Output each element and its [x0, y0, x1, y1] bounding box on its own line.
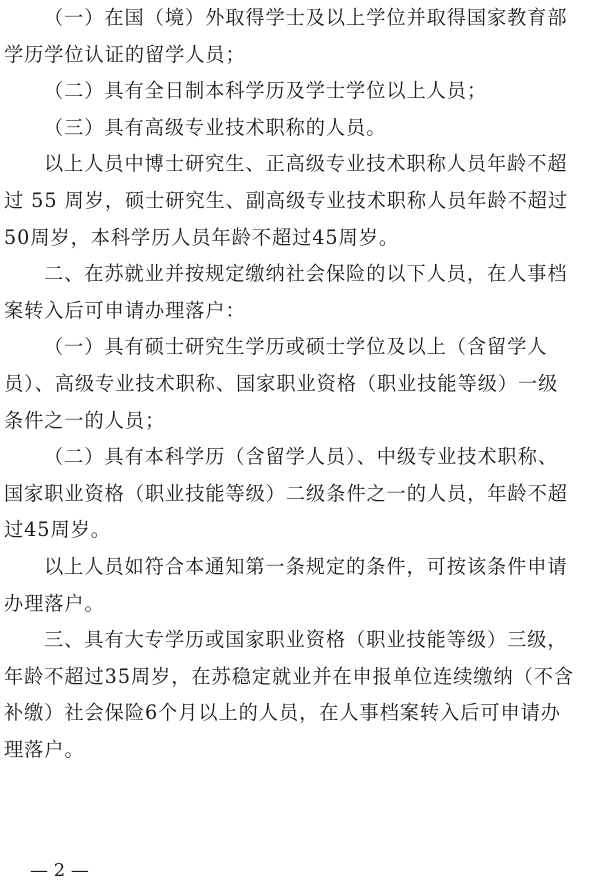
- body-line: 以上人员中博士研究生、正高级专业技术职称人员年龄不超: [44, 152, 568, 176]
- body-line: 案转入后可申请办理落户：: [4, 298, 246, 322]
- body-line: 员）、高级专业技术职称、国家职业资格（职业技能等级）一级: [4, 371, 559, 395]
- body-line: 三、具有大专学历或国家职业资格（职业技能等级）三级，: [44, 628, 568, 652]
- body-line: （二）具有全日制本科学历及学士学位以上人员；: [44, 79, 488, 103]
- body-line: 补缴）社会保险6个月以上的人员，在人事档案转入后可申请办: [4, 701, 561, 725]
- body-line: 国家职业资格（职业技能等级）二级条件之一的人员，年龄不超: [4, 481, 568, 505]
- body-line: 理落户。: [4, 737, 85, 761]
- body-line: 二、在苏就业并按规定缴纳社会保险的以下人员，在人事档: [44, 262, 568, 286]
- body-line: 过45周岁。: [4, 518, 111, 542]
- body-line: 过 55 周岁，硕士研究生、副高级专业技术职称人员年龄不超过: [4, 188, 568, 212]
- body-line: 50周岁，本科学历人员年龄不超过45周岁。: [4, 225, 399, 249]
- body-line: 条件之一的人员；: [4, 408, 166, 432]
- body-text: [4, 0, 604, 768]
- body-line: （一）在国（境）外取得学士及以上学位并取得国家教育部: [44, 6, 568, 29]
- body-line: 以上人员如符合本通知第一条规定的条件，可按该条件申请: [44, 554, 568, 578]
- body-line: （一）具有硕士研究生学历或硕士学位及以上（含留学人: [44, 335, 548, 359]
- page-number: — 2 —: [30, 860, 89, 881]
- body-line: 年龄不超过35周岁，在苏稳定就业并在申报单位连续缴纳（不含: [4, 664, 575, 688]
- body-line: （三）具有高级专业技术职称的人员。: [44, 115, 387, 139]
- body-line: 学历学位认证的留学人员；: [4, 42, 246, 66]
- body-line: （二）具有本科学历（含留学人员）、中级专业技术职称、: [44, 445, 558, 469]
- body-line: 办理落户。: [4, 591, 105, 615]
